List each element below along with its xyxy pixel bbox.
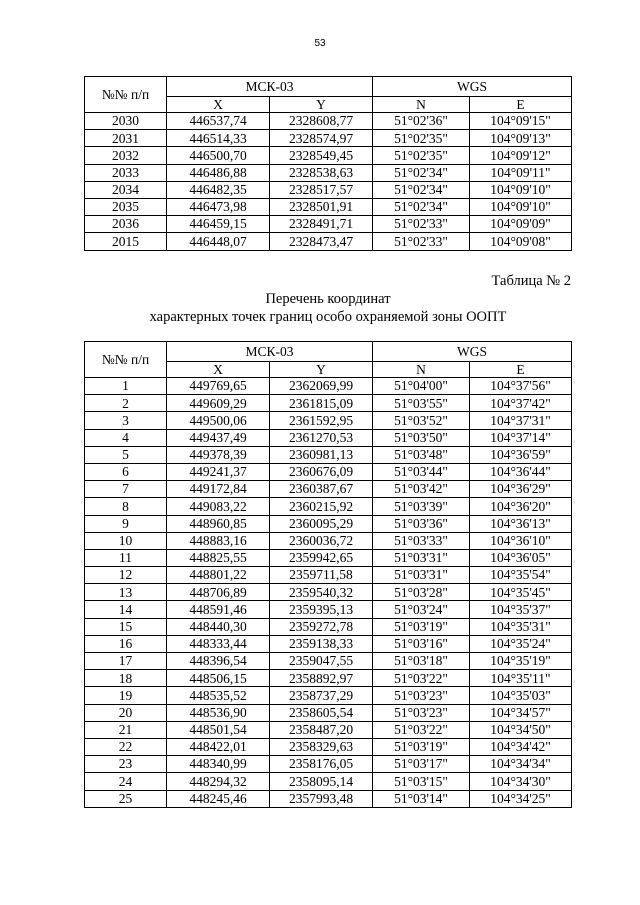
- cell-y: 2358487,20: [270, 721, 373, 738]
- table-row: [85, 601, 572, 618]
- cell-x: 448294,32: [167, 773, 270, 790]
- table-row: [85, 147, 572, 164]
- cell-x: 449083,22: [167, 498, 270, 515]
- cell-y: 2357993,48: [270, 790, 373, 807]
- cell-num: 2035: [85, 198, 167, 215]
- cell-num: 18: [85, 670, 167, 687]
- header-num: №№ п/п: [85, 342, 167, 378]
- cell-n: 51°03'50": [373, 429, 470, 446]
- cell-x: 449378,39: [167, 446, 270, 463]
- cell-y: 2358329,63: [270, 738, 373, 755]
- page-number: 53: [314, 38, 326, 49]
- table-row: [85, 653, 572, 670]
- cell-x: 449500,06: [167, 412, 270, 429]
- cell-n: 51°04'00": [373, 378, 470, 395]
- cell-num: 21: [85, 721, 167, 738]
- cell-y: 2359540,32: [270, 584, 373, 601]
- cell-num: 3: [85, 412, 167, 429]
- cell-y: 2359942,65: [270, 549, 373, 566]
- cell-num: 2015: [85, 233, 167, 250]
- cell-num: 13: [85, 584, 167, 601]
- cell-num: 25: [85, 790, 167, 807]
- table-row: [85, 498, 572, 515]
- cell-num: 4: [85, 429, 167, 446]
- cell-num: 22: [85, 738, 167, 755]
- table-row: [85, 130, 572, 147]
- cell-y: 2360215,92: [270, 498, 373, 515]
- cell-e: 104°09'09": [470, 216, 572, 233]
- cell-x: 448536,90: [167, 704, 270, 721]
- cell-n: 51°02'33": [373, 233, 470, 250]
- cell-y: 2359272,78: [270, 618, 373, 635]
- cell-n: 51°02'35": [373, 147, 470, 164]
- cell-x: 449437,49: [167, 429, 270, 446]
- cell-y: 2358892,97: [270, 670, 373, 687]
- cell-num: 2032: [85, 147, 167, 164]
- cell-e: 104°36'59": [470, 446, 572, 463]
- cell-e: 104°37'56": [470, 378, 572, 395]
- cell-num: 12: [85, 567, 167, 584]
- table-row: [85, 635, 572, 652]
- cell-x: 446514,33: [167, 130, 270, 147]
- cell-y: 2358737,29: [270, 687, 373, 704]
- table-row: [85, 549, 572, 566]
- cell-y: 2360095,29: [270, 515, 373, 532]
- cell-n: 51°03'36": [373, 515, 470, 532]
- cell-y: 2360981,13: [270, 446, 373, 463]
- cell-e: 104°09'13": [470, 130, 572, 147]
- cell-num: 23: [85, 756, 167, 773]
- cell-e: 104°36'44": [470, 463, 572, 480]
- cell-x: 449241,37: [167, 463, 270, 480]
- cell-y: 2328574,97: [270, 130, 373, 147]
- cell-y: 2359138,33: [270, 635, 373, 652]
- cell-y: 2361815,09: [270, 395, 373, 412]
- cell-n: 51°02'35": [373, 130, 470, 147]
- cell-e: 104°36'20": [470, 498, 572, 515]
- cell-x: 446473,98: [167, 198, 270, 215]
- cell-x: 448591,46: [167, 601, 270, 618]
- header-wgs: WGS: [373, 77, 572, 97]
- cell-e: 104°35'45": [470, 584, 572, 601]
- cell-num: 9: [85, 515, 167, 532]
- cell-n: 51°02'36": [373, 113, 470, 130]
- cell-e: 104°09'08": [470, 233, 572, 250]
- cell-n: 51°03'14": [373, 790, 470, 807]
- cell-n: 51°03'18": [373, 653, 470, 670]
- table-row: [85, 216, 572, 233]
- cell-e: 104°36'29": [470, 481, 572, 498]
- table-row: [85, 164, 572, 181]
- cell-y: 2360387,67: [270, 481, 373, 498]
- cell-e: 104°09'10": [470, 198, 572, 215]
- cell-e: 104°34'57": [470, 704, 572, 721]
- table-row: [85, 113, 572, 130]
- table-row: [85, 756, 572, 773]
- cell-x: 449172,84: [167, 481, 270, 498]
- cell-num: 6: [85, 463, 167, 480]
- cell-n: 51°03'44": [373, 463, 470, 480]
- cell-e: 104°35'54": [470, 567, 572, 584]
- cell-y: 2328501,91: [270, 198, 373, 215]
- cell-n: 51°03'15": [373, 773, 470, 790]
- cell-num: 20: [85, 704, 167, 721]
- cell-x: 449769,65: [167, 378, 270, 395]
- cell-n: 51°03'24": [373, 601, 470, 618]
- cell-e: 104°35'24": [470, 635, 572, 652]
- table-row: [85, 429, 572, 446]
- header-wgs: WGS: [373, 342, 572, 362]
- cell-n: 51°03'23": [373, 704, 470, 721]
- cell-x: 448340,99: [167, 756, 270, 773]
- cell-x: 448825,55: [167, 549, 270, 566]
- cell-n: 51°03'55": [373, 395, 470, 412]
- cell-n: 51°03'31": [373, 549, 470, 566]
- cell-y: 2328608,77: [270, 113, 373, 130]
- cell-x: 448333,44: [167, 635, 270, 652]
- cell-num: 2031: [85, 130, 167, 147]
- table-row: [85, 721, 572, 738]
- header-msk: МСК-03: [167, 342, 373, 362]
- cell-e: 104°34'42": [470, 738, 572, 755]
- cell-num: 8: [85, 498, 167, 515]
- cell-e: 104°37'42": [470, 395, 572, 412]
- caption-line-2: характерных точек границ особо охраняемой зоны ООПТ: [149, 309, 507, 325]
- cell-n: 51°03'19": [373, 618, 470, 635]
- cell-e: 104°35'03": [470, 687, 572, 704]
- header-e: E: [470, 362, 572, 378]
- cell-e: 104°37'31": [470, 412, 572, 429]
- cell-y: 2358605,54: [270, 704, 373, 721]
- cell-e: 104°09'10": [470, 181, 572, 198]
- cell-y: 2328549,45: [270, 147, 373, 164]
- header-y: Y: [270, 362, 373, 378]
- cell-num: 2: [85, 395, 167, 412]
- table-2-caption: [0, 290, 640, 326]
- cell-y: 2328491,71: [270, 216, 373, 233]
- table-row: [85, 463, 572, 480]
- cell-n: 51°02'34": [373, 181, 470, 198]
- cell-x: 446537,74: [167, 113, 270, 130]
- cell-y: 2328473,47: [270, 233, 373, 250]
- cell-e: 104°34'30": [470, 773, 572, 790]
- table-2-label: Таблица № 2: [491, 273, 571, 289]
- cell-y: 2361592,95: [270, 412, 373, 429]
- cell-y: 2360676,09: [270, 463, 373, 480]
- table-row: [85, 198, 572, 215]
- cell-num: 16: [85, 635, 167, 652]
- cell-n: 51°03'28": [373, 584, 470, 601]
- cell-num: 2036: [85, 216, 167, 233]
- cell-num: 2034: [85, 181, 167, 198]
- cell-n: 51°03'17": [373, 756, 470, 773]
- cell-num: 2033: [85, 164, 167, 181]
- cell-n: 51°03'16": [373, 635, 470, 652]
- cell-num: 24: [85, 773, 167, 790]
- cell-n: 51°03'33": [373, 532, 470, 549]
- cell-e: 104°35'31": [470, 618, 572, 635]
- cell-num: 17: [85, 653, 167, 670]
- cell-n: 51°03'23": [373, 687, 470, 704]
- table-row: [85, 532, 572, 549]
- cell-y: 2360036,72: [270, 532, 373, 549]
- table-row: [85, 395, 572, 412]
- cell-y: 2359047,55: [270, 653, 373, 670]
- cell-e: 104°35'11": [470, 670, 572, 687]
- cell-num: 19: [85, 687, 167, 704]
- table-row: [85, 181, 572, 198]
- cell-num: 1: [85, 378, 167, 395]
- table-row: [85, 670, 572, 687]
- cell-n: 51°02'34": [373, 198, 470, 215]
- cell-x: 446486,88: [167, 164, 270, 181]
- cell-n: 51°03'22": [373, 670, 470, 687]
- cell-x: 448883,16: [167, 532, 270, 549]
- table-row: [85, 481, 572, 498]
- cell-x: 449609,29: [167, 395, 270, 412]
- table-row: [85, 378, 572, 395]
- cell-x: 448501,54: [167, 721, 270, 738]
- cell-e: 104°34'25": [470, 790, 572, 807]
- cell-n: 51°02'34": [373, 164, 470, 181]
- cell-e: 104°34'50": [470, 721, 572, 738]
- cell-y: 2359395,13: [270, 601, 373, 618]
- cell-x: 446448,07: [167, 233, 270, 250]
- header-n: N: [373, 97, 470, 113]
- table-row: [85, 412, 572, 429]
- cell-n: 51°02'33": [373, 216, 470, 233]
- cell-x: 448422,01: [167, 738, 270, 755]
- cell-n: 51°03'39": [373, 498, 470, 515]
- table-row: [85, 446, 572, 463]
- cell-n: 51°03'52": [373, 412, 470, 429]
- cell-x: 448801,22: [167, 567, 270, 584]
- cell-n: 51°03'42": [373, 481, 470, 498]
- cell-x: 448245,46: [167, 790, 270, 807]
- header-n: N: [373, 362, 470, 378]
- cell-e: 104°09'11": [470, 164, 572, 181]
- cell-e: 104°37'14": [470, 429, 572, 446]
- header-x: X: [167, 97, 270, 113]
- table-row: [85, 233, 572, 250]
- table-row: [85, 704, 572, 721]
- cell-x: 448506,15: [167, 670, 270, 687]
- caption-line-1: Перечень координат: [265, 291, 391, 307]
- cell-e: 104°36'10": [470, 532, 572, 549]
- cell-x: 448706,89: [167, 584, 270, 601]
- header-msk: МСК-03: [167, 77, 373, 97]
- cell-e: 104°09'12": [470, 147, 572, 164]
- cell-x: 446500,70: [167, 147, 270, 164]
- cell-num: 2030: [85, 113, 167, 130]
- table-row: [85, 687, 572, 704]
- header-x: X: [167, 362, 270, 378]
- cell-y: 2328517,57: [270, 181, 373, 198]
- cell-num: 15: [85, 618, 167, 635]
- table-row: [85, 738, 572, 755]
- table-row: [85, 618, 572, 635]
- cell-x: 446459,15: [167, 216, 270, 233]
- header-num: №№ п/п: [85, 77, 167, 113]
- cell-y: 2361270,53: [270, 429, 373, 446]
- cell-n: 51°03'22": [373, 721, 470, 738]
- cell-num: 10: [85, 532, 167, 549]
- cell-e: 104°09'15": [470, 113, 572, 130]
- cell-x: 448535,52: [167, 687, 270, 704]
- cell-x: 448396,54: [167, 653, 270, 670]
- table-row: [85, 515, 572, 532]
- cell-y: 2358095,14: [270, 773, 373, 790]
- cell-e: 104°36'13": [470, 515, 572, 532]
- cell-e: 104°35'37": [470, 601, 572, 618]
- cell-x: 448960,85: [167, 515, 270, 532]
- header-e: E: [470, 97, 572, 113]
- coordinates-table-1: [84, 76, 572, 251]
- cell-n: 51°03'48": [373, 446, 470, 463]
- cell-y: 2358176,05: [270, 756, 373, 773]
- cell-n: 51°03'31": [373, 567, 470, 584]
- cell-num: 11: [85, 549, 167, 566]
- coordinates-table-2: [84, 341, 572, 808]
- table-row: [85, 584, 572, 601]
- cell-n: 51°03'19": [373, 738, 470, 755]
- cell-x: 446482,35: [167, 181, 270, 198]
- table-row: [85, 567, 572, 584]
- cell-e: 104°34'34": [470, 756, 572, 773]
- cell-y: 2328538,63: [270, 164, 373, 181]
- cell-y: 2362069,99: [270, 378, 373, 395]
- cell-num: 5: [85, 446, 167, 463]
- cell-num: 7: [85, 481, 167, 498]
- cell-num: 14: [85, 601, 167, 618]
- cell-e: 104°35'19": [470, 653, 572, 670]
- header-y: Y: [270, 97, 373, 113]
- cell-x: 448440,30: [167, 618, 270, 635]
- cell-e: 104°36'05": [470, 549, 572, 566]
- table-row: [85, 790, 572, 807]
- table-row: [85, 773, 572, 790]
- cell-y: 2359711,58: [270, 567, 373, 584]
